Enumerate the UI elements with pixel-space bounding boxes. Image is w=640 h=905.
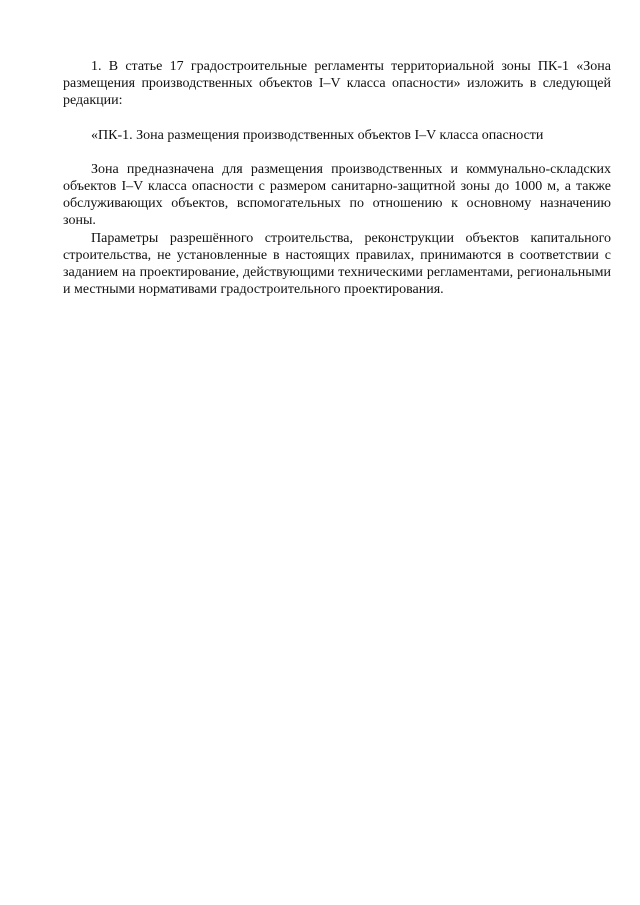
paragraph-spacer bbox=[63, 144, 611, 161]
zone-heading: «ПК-1. Зона размещения производственных объектов I–V класса опасности bbox=[91, 127, 544, 143]
document-page bbox=[63, 58, 611, 298]
zone-purpose-paragraph: Зона предназначена для размещения производственных и коммунально-складских объектов I–V класса опасности с размером санитарно-защитной зоны до 1000 м, а также обслуживающих объектов, вспомогательных по отношению к основному назначению зоны. bbox=[63, 161, 611, 229]
paragraph-spacer bbox=[63, 110, 611, 127]
zone-parameters-paragraph: Параметры разрешённого строительства, реконструкции объектов капитального строительства, не установленные в настоящих правилах, принимаются в соответствии с заданием на проектирование, действующими техническими регламентами, региональными и местными нормативами градостроительного проектирования. bbox=[63, 230, 611, 298]
amendment-item-1: 1. В статье 17 градостроительные регламенты территориальной зоны ПК-1 «Зона размещения производственных объектов I–V класса опасности» изложить в следующей редакции: bbox=[63, 59, 611, 109]
